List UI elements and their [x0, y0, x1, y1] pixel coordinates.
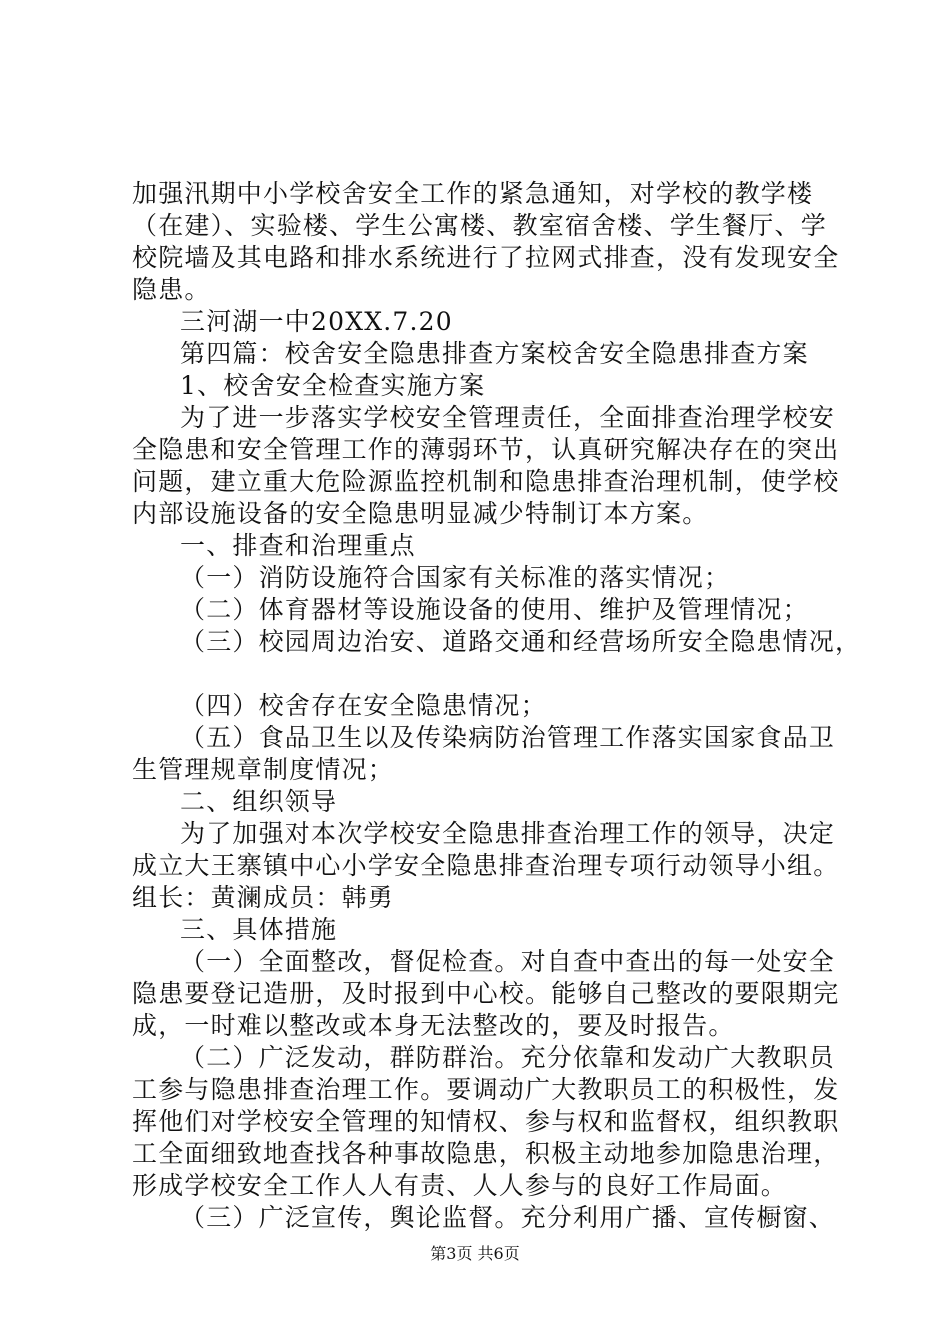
paragraph-line: 为了进一步落实学校安全管理责任，全面排查治理学校安 [180, 403, 836, 432]
paragraph-line: 隐患。 [132, 275, 211, 304]
list-item: （二）体育器材等设施设备的使用、维护及管理情况； [180, 595, 809, 624]
paragraph-line: 挥他们对学校安全管理的知情权、参与权和监督权，组织教职 [132, 1107, 840, 1136]
list-item: （五）食品卫生以及传染病防治管理工作落实国家食品卫 [180, 723, 836, 752]
paragraph-line: 全隐患和安全管理工作的薄弱环节，认真研究解决存在的突出 [132, 435, 840, 464]
section-heading: 二、组织领导 [180, 787, 338, 816]
paragraph-line: 为了加强对本次学校安全隐患排查治理工作的领导，决定 [180, 819, 836, 848]
section-heading: 一、排查和治理重点 [180, 531, 416, 560]
paragraph-line: 加强汛期中小学校舍安全工作的紧急通知，对学校的教学楼 [132, 179, 814, 208]
signature-line: 三河湖一中20XX.7.20 [180, 307, 453, 336]
paragraph-line: 成，一时难以整改或本身无法整改的，要及时报告。 [132, 1011, 735, 1040]
section-heading: 三、具体措施 [180, 915, 338, 944]
list-item: （一）全面整改，督促检查。对自查中查出的每一处安全 [180, 947, 836, 976]
subsection-heading: 1、校舍安全检查实施方案 [180, 371, 486, 400]
paragraph-line: 问题，建立重大危险源监控机制和隐患排查治理机制，使学校 [132, 467, 840, 496]
paragraph-line: 组长：黄澜成员：韩勇 [132, 883, 395, 912]
list-item: （二）广泛发动，群防群治。充分依靠和发动广大教职员 [180, 1043, 836, 1072]
page-number-footer: 第3页 共6页 [430, 1244, 520, 1263]
paragraph-line: 内部设施设备的安全隐患明显减少特制订本方案。 [132, 499, 709, 528]
paragraph-line: 工全面细致地查找各种事故隐患，积极主动地参加隐患治理， [132, 1139, 840, 1168]
list-item: （一）消防设施符合国家有关标准的落实情况； [180, 563, 731, 592]
paragraph-line: 校院墙及其电路和排水系统进行了拉网式排查，没有发现安全 [132, 243, 840, 272]
paragraph-line: （在建）、实验楼、学生公寓楼、教室宿舍楼、学生餐厅、学 [132, 211, 827, 240]
paragraph-line: 隐患要登记造册，及时报到中心校。能够自己整改的要限期完 [132, 979, 840, 1008]
list-item: （三）广泛宣传，舆论监督。充分利用广播、宣传橱窗、 [180, 1203, 836, 1232]
paragraph-line: 生管理规章制度情况； [132, 755, 395, 784]
paragraph-line: 成立大王寨镇中心小学安全隐患排查治理专项行动领导小组。 [132, 851, 840, 880]
list-item: （四）校舍存在安全隐患情况； [180, 691, 547, 720]
paragraph-line: 形成学校安全工作人人有责、人人参与的良好工作局面。 [132, 1171, 788, 1200]
list-item: （三）校园周边治安、道路交通和经营场所安全隐患情况， [180, 627, 862, 656]
paragraph-line: 工参与隐患排查治理工作。要调动广大教职员工的积极性，发 [132, 1075, 840, 1104]
section-heading: 第四篇：校舍安全隐患排查方案校舍安全隐患排查方案 [180, 339, 809, 368]
